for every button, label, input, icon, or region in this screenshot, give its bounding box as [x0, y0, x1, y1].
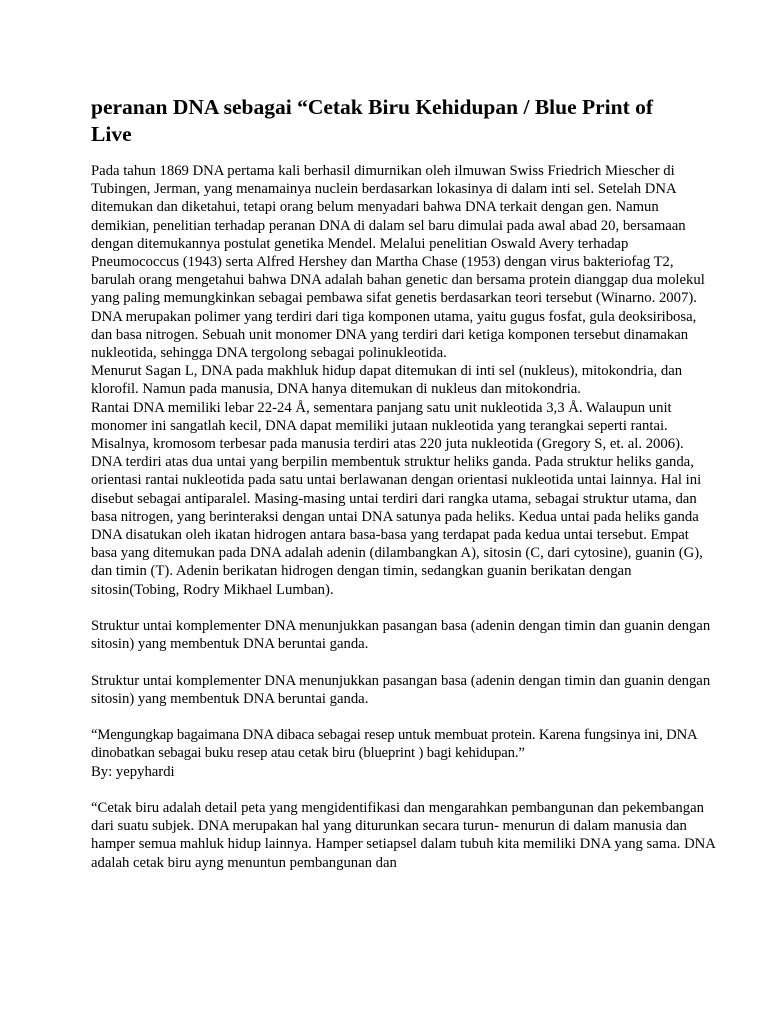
paragraph-blueprint: “Cetak biru adalah detail peta yang mengidentifikasi dan mengarahkan pembangunan dan pekembangan dari suatu subjek. DNA merupakan hal yang diturunkan secara turun- menurun di dalam manusia dan hamper semua mahluk hidup lainnya. Hamper setiapsel dalam tubuh kita memiliki DNA yang sama. DNA adalah cetak biru ayng menuntun pembangunan dan	[91, 800, 716, 871]
paragraph-location: Menurut Sagan L, DNA pada makhluk hidup dapat ditemukan di inti sel (nukleus), mitokondria, dan klorofil. Namun pada manusia, DNA hanya ditemukan di nukleus dan mitokondria.	[91, 363, 683, 398]
quote-recipe: “Mengungkap bagaimana DNA dibaca sebagai resep untuk membuat protein. Karena fungsinya ini, DNA dinobatkan sebagai buku resep atau cetak biru (blueprint ) bagi kehidupan.”	[91, 727, 697, 762]
paragraph-complementary-2: Struktur untai komplementer DNA menunjukkan pasangan basa (adenin dengan timin dan guanin dengan sitosin) yang membentuk DNA beruntai ganda.	[91, 672, 711, 707]
paragraph-polymer: DNA merupakan polimer yang terdiri dari tiga komponen utama, yaitu gugus fosfat, gula deoksiribosa, dan basa nitrogen. Sebuah unit monomer DNA yang terdiri dari ketiga komponen tersebut dinamakan nukleotida, sehingga DNA tergolong sebagai polinukleotida.	[91, 308, 697, 362]
page-title: peranan DNA sebagai “Cetak Biru Kehidupan / Blue Print of Live	[91, 95, 654, 146]
paragraph-chain-size: Rantai DNA memiliki lebar 22-24 Å, sementara panjang satu unit nukleotida 3,3 Å. Walaupun unit monomer ini sangatlah kecil, DNA dapat memiliki jutaan nukleotida yang terangkai seperti rantai. Misalnya, kromosom terbesar pada manusia terdiri atas 220 juta nukleotida (Gregory S, et. al. 2006).	[91, 399, 684, 453]
paragraph-double-helix: DNA terdiri atas dua untai yang berpilin membentuk struktur heliks ganda. Pada struktur heliks ganda, orientasi rantai nukleotida pada satu untai berlawanan dengan orientasi nukleotida untai lainnya. Hal ini disebut sebagai antiparalel. Masing-masing untai terdiri dari rangka utama, sebagai struktur utama, dan basa nitrogen, yang berinteraksi dengan untai DNA satunya pada heliks. Kedua untai pada heliks ganda DNA disatukan oleh ikatan hidrogen antara basa-basa yang terdapat pada kedua untai tersebut. Empat basa yang ditemukan pada DNA adalah adenin (dilambangkan A), sitosin (C, dari cytosine), guanin (G), dan timin (T). Adenin berikatan hidrogen dengan timin, sedangkan guanin berikatan dengan sitosin(Tobing, Rodry Mikhael Lumban).	[91, 454, 703, 598]
paragraph-complementary-1: Struktur untai komplementer DNA menunjukkan pasangan basa (adenin dengan timin dan guanin dengan sitosin) yang membentuk DNA beruntai ganda.	[91, 618, 711, 653]
paragraph-history: Pada tahun 1869 DNA pertama kali berhasil dimurnikan oleh ilmuwan Swiss Friedrich Miescher di Tubingen, Jerman, yang menamainya nuclein berdasarkan lokasinya di dalam inti sel. Setelah DNA ditemukan dan diketahui, tetapi orang belum menyadari bahwa DNA terkait dengan gen. Namun demikian, penelitian terhadap peranan DNA di dalam sel baru dimulai pada awal abad 20, bersamaan dengan ditemukannya postulat genetika Mendel. Melalui penelitian Oswald Avery terhadap Pneumococcus (1943) serta Alfred Hershey dan Martha Chase (1953) dengan virus bakteriofag T2, barulah orang mengetahui bahwa DNA adalah bahan genetic dan bersama protein dianggap dua molekul yang paling memungkinkan sebagai pembawa sifat genetis berdasarkan teori tersebut (Winarno. 2007).	[91, 163, 705, 307]
document-body	[91, 162, 717, 872]
quote-author: By: yepyhardi	[91, 763, 175, 780]
